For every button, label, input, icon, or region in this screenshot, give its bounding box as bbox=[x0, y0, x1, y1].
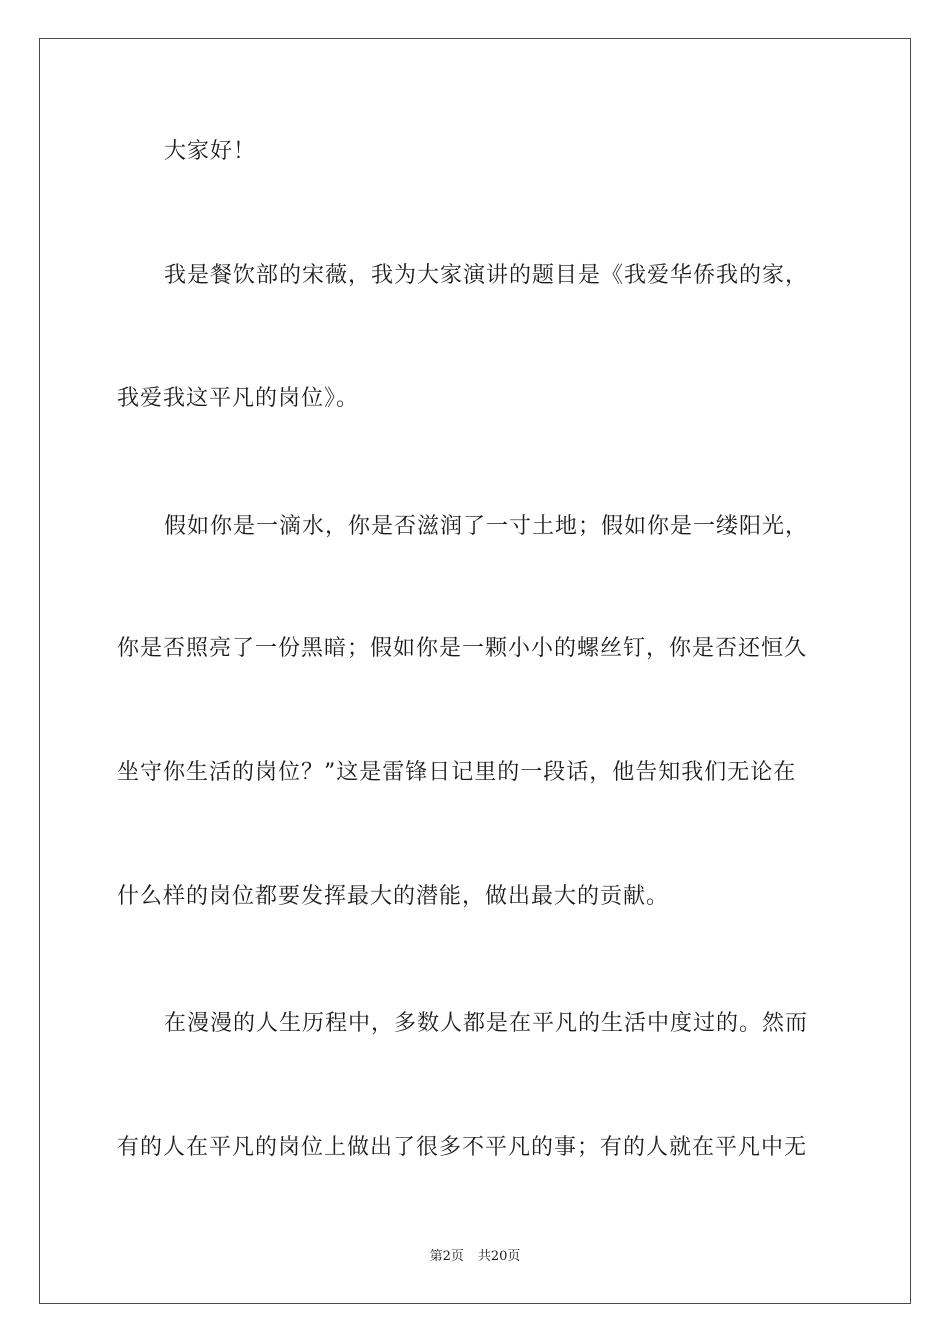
paragraph-3-line-3: 坐守你生活的岗位？”这是雷锋日记里的一段话，他告知我们无论在 bbox=[117, 760, 797, 785]
paragraph-4-line-2: 有的人在平凡的岗位上做出了很多不平凡的事；有的人就在平凡中无 bbox=[117, 1135, 808, 1160]
paragraph-3-line-4: 什么样的岗位都要发挥最大的潜能，做出最大的贡献。 bbox=[117, 884, 670, 909]
page-footer bbox=[0, 1249, 950, 1265]
paragraph-2-line-1: 我是餐饮部的宋薇，我为大家演讲的题目是《我爱华侨我的家， bbox=[164, 263, 809, 288]
page-total: 共20页 bbox=[477, 1249, 521, 1264]
paragraph-4-line-1: 在漫漫的人生历程中，多数人都是在平凡的生活中度过的。然而 bbox=[164, 1011, 809, 1036]
page-number: 第2页 bbox=[429, 1249, 464, 1264]
paragraph-1-line-1: 大家好！ bbox=[164, 139, 257, 164]
paragraph-3-line-2: 你是否照亮了一份黑暗；假如你是一颗小小的螺丝钉，你是否还恒久 bbox=[117, 636, 808, 661]
paragraph-3-line-1: 假如你是一滴水，你是否滋润了一寸土地；假如你是一缕阳光， bbox=[164, 514, 809, 539]
paragraph-2-line-2: 我爱我这平凡的岗位》。 bbox=[117, 386, 360, 411]
page-frame bbox=[39, 38, 911, 1304]
